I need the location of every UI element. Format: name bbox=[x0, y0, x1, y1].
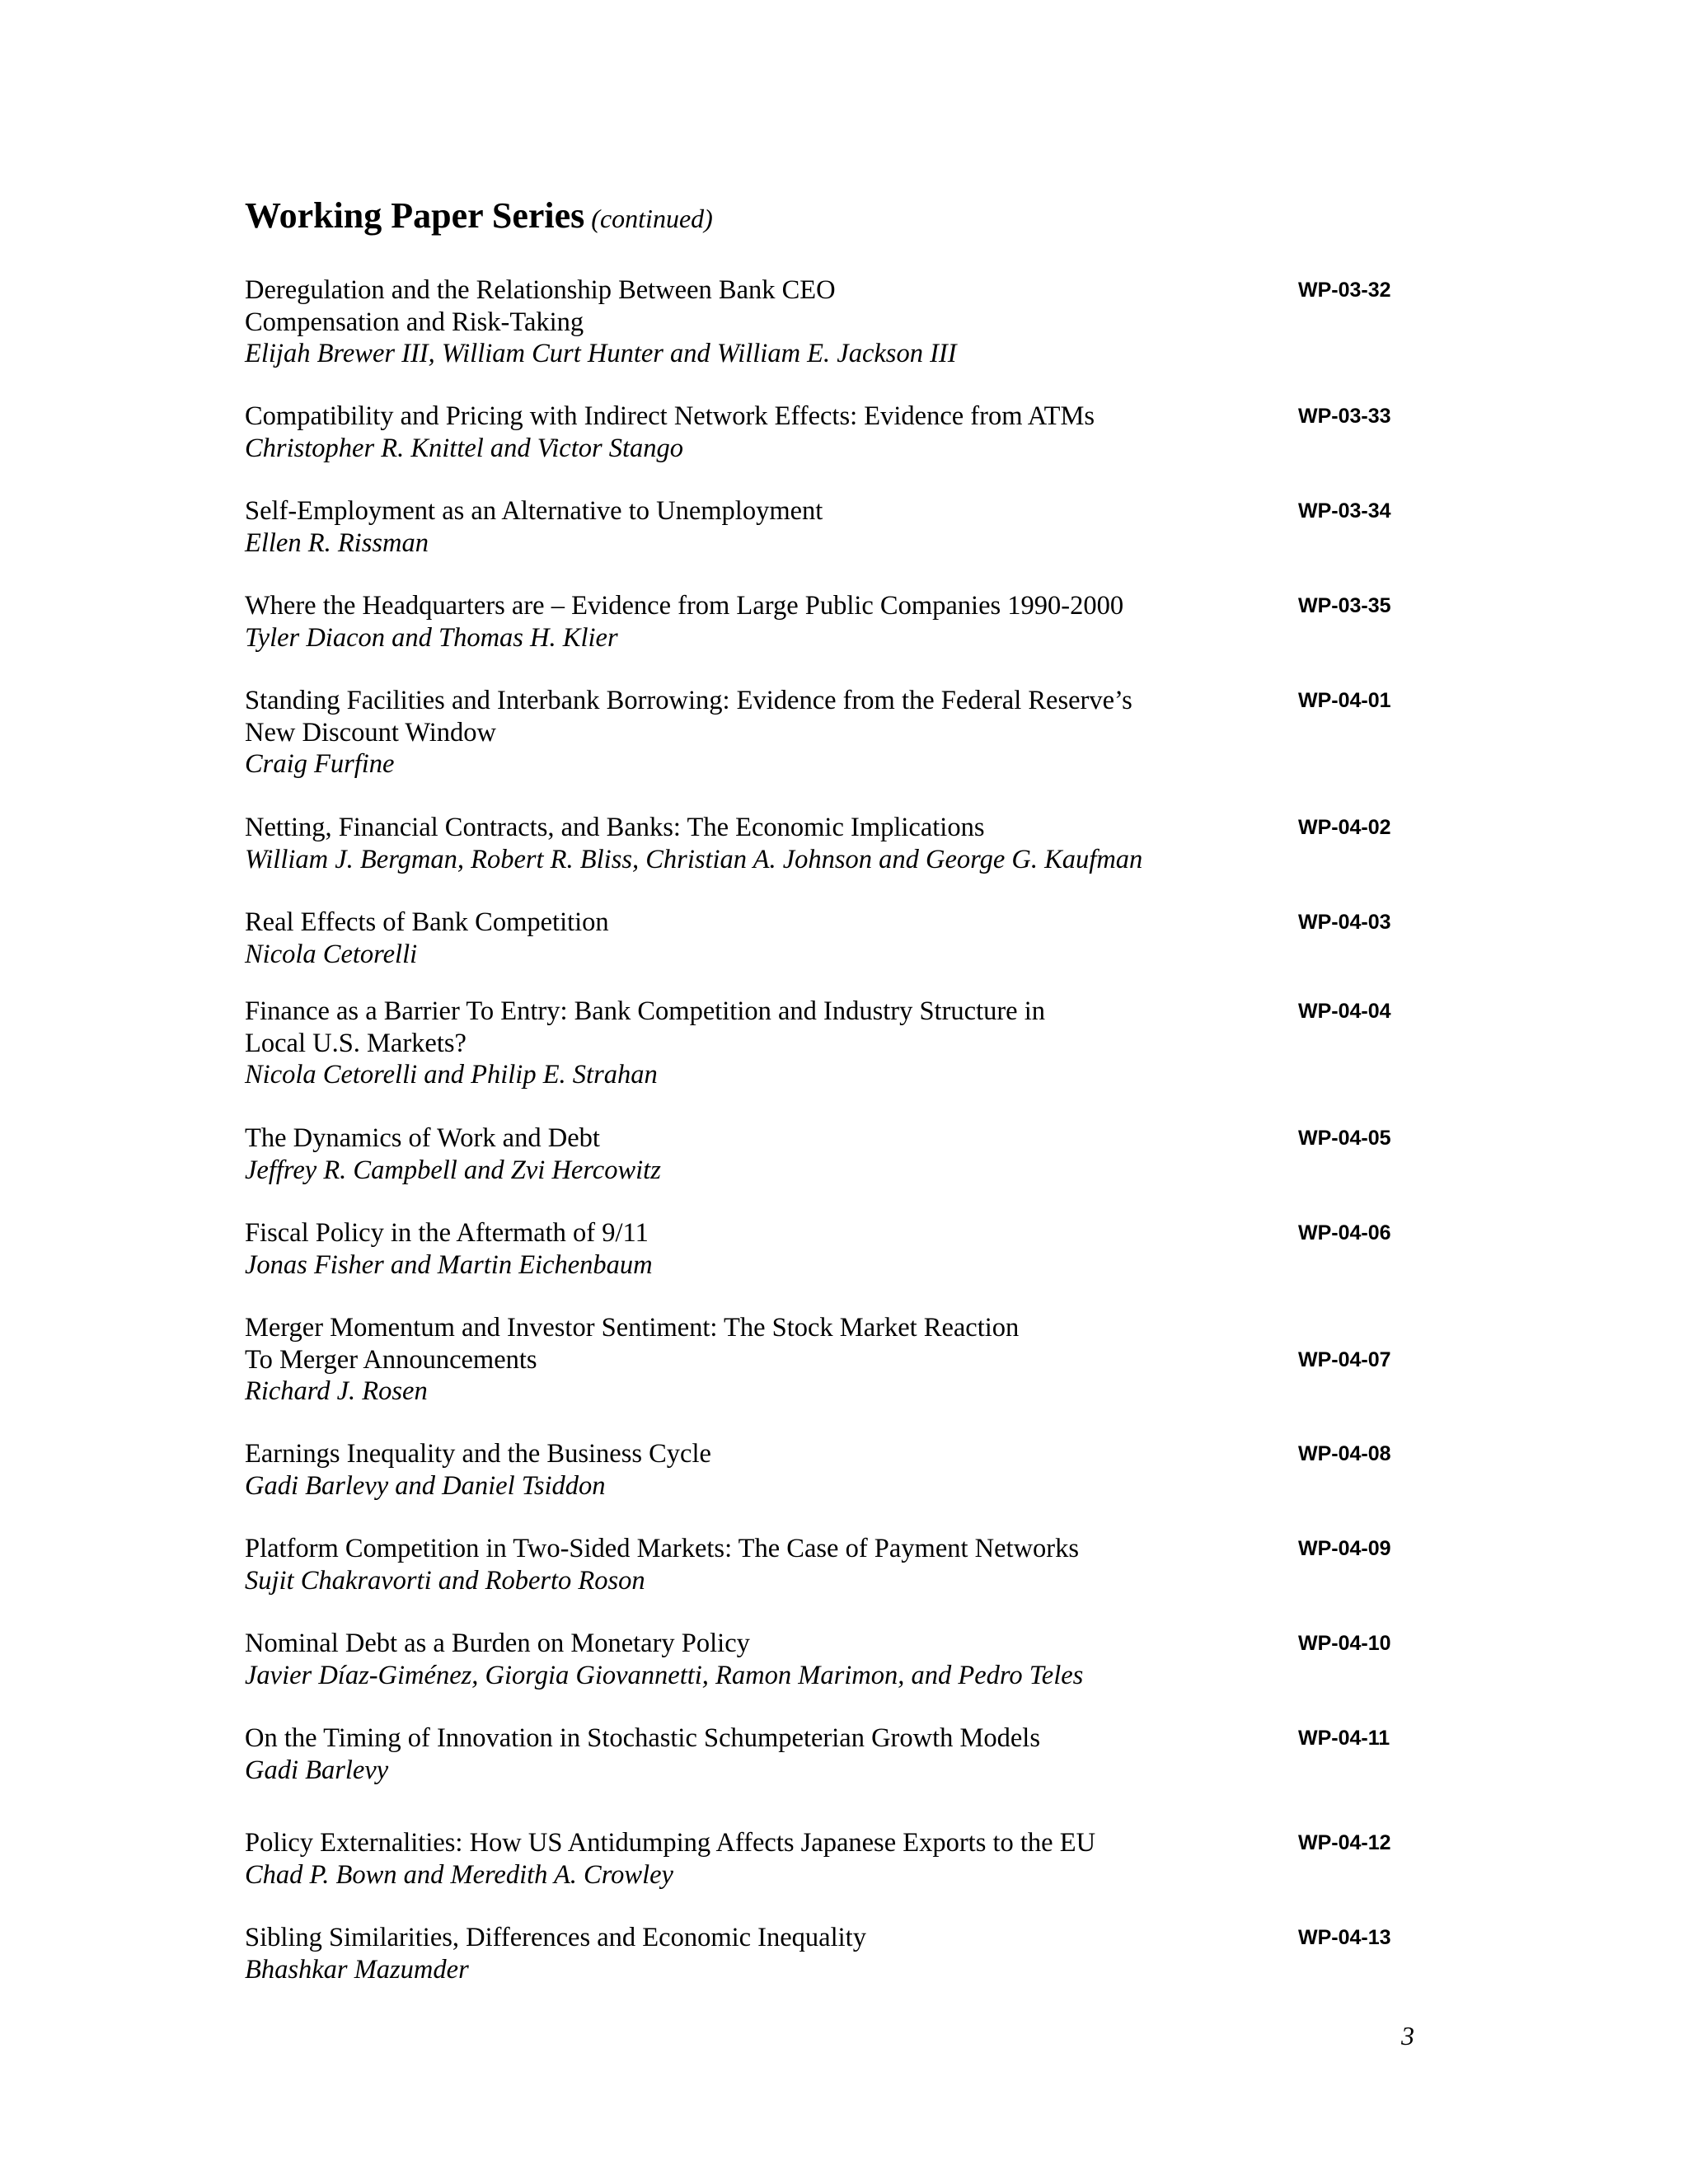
paper-title-line: Compensation and Risk-Taking bbox=[245, 307, 584, 337]
paper-title-line: Real Effects of Bank Competition bbox=[245, 907, 609, 937]
paper-title-line: Sibling Similarities, Differences and Economic Inequality bbox=[245, 1923, 866, 1952]
paper-title-line: Where the Headquarters are – Evidence from Large Public Companies 1990-2000 bbox=[245, 591, 1124, 621]
paper-title-line: Deregulation and the Relationship Between Bank CEO bbox=[245, 275, 836, 305]
paper-title-line: On the Timing of Innovation in Stochastic Schumpeterian Growth Models bbox=[245, 1723, 1040, 1753]
paper-entry-text bbox=[245, 590, 1267, 654]
paper-entry-text bbox=[245, 1438, 1267, 1502]
paper-entry bbox=[245, 812, 1423, 875]
paper-authors: Christopher R. Knittel and Victor Stango bbox=[245, 433, 684, 463]
paper-title-line: The Dynamics of Work and Debt bbox=[245, 1123, 600, 1153]
paper-entry-text bbox=[245, 907, 1267, 970]
paper-authors: Nicola Cetorelli bbox=[245, 939, 418, 969]
paper-code: WP-04-03 bbox=[1298, 911, 1391, 934]
paper-title-line: Fiscal Policy in the Aftermath of 9/11 bbox=[245, 1218, 649, 1248]
paper-code: WP-04-06 bbox=[1298, 1221, 1391, 1244]
paper-entry-text bbox=[245, 1122, 1267, 1186]
paper-entry bbox=[245, 1628, 1423, 1691]
paper-entry-text bbox=[245, 1827, 1267, 1891]
paper-code: WP-04-12 bbox=[1298, 1831, 1391, 1854]
paper-code: WP-03-35 bbox=[1298, 594, 1391, 617]
paper-entry-text bbox=[245, 1628, 1267, 1691]
paper-code: WP-04-09 bbox=[1298, 1537, 1391, 1560]
paper-code: WP-03-34 bbox=[1298, 499, 1391, 523]
paper-title-line: Local U.S. Markets? bbox=[245, 1028, 467, 1058]
paper-authors: Nicola Cetorelli and Philip E. Strahan bbox=[245, 1060, 658, 1090]
paper-entry bbox=[245, 907, 1423, 970]
paper-authors: Jeffrey R. Campbell and Zvi Hercowitz bbox=[245, 1155, 661, 1185]
paper-entry-text bbox=[245, 1922, 1267, 1985]
paper-authors: Chad P. Bown and Meredith A. Crowley bbox=[245, 1859, 673, 1890]
paper-code: WP-04-11 bbox=[1298, 1727, 1390, 1750]
paper-entry-text bbox=[245, 996, 1267, 1091]
paper-title-line: To Merger Announcements bbox=[245, 1344, 537, 1375]
paper-authors: Richard J. Rosen bbox=[245, 1376, 428, 1406]
paper-title-line: Standing Facilities and Interbank Borrowing: Evidence from the Federal Reserve’s bbox=[245, 686, 1132, 715]
paper-authors: Javier Díaz-Giménez, Giorgia Giovannetti, Ramon Marimon, and Pedro Teles bbox=[245, 1660, 1084, 1690]
paper-entry bbox=[245, 1722, 1423, 1786]
paper-code: WP-04-04 bbox=[1298, 1000, 1391, 1023]
paper-entry-text bbox=[245, 1533, 1267, 1596]
paper-authors: Gadi Barlevy and Daniel Tsiddon bbox=[245, 1470, 606, 1501]
paper-entry bbox=[245, 685, 1423, 780]
paper-authors: Ellen R. Rissman bbox=[245, 527, 429, 558]
paper-code: WP-04-13 bbox=[1298, 1926, 1391, 1949]
paper-title-line: Platform Competition in Two-Sided Markets: The Case of Payment Networks bbox=[245, 1534, 1080, 1563]
paper-code: WP-04-10 bbox=[1298, 1632, 1391, 1655]
paper-code: WP-03-33 bbox=[1298, 405, 1391, 428]
paper-entry bbox=[245, 1922, 1423, 1985]
paper-code: WP-04-05 bbox=[1298, 1127, 1391, 1150]
paper-entry bbox=[245, 1312, 1423, 1408]
paper-authors: Elijah Brewer III, William Curt Hunter and William E. Jackson III bbox=[245, 339, 957, 368]
paper-entry bbox=[245, 1438, 1423, 1502]
paper-entry-text bbox=[245, 1217, 1267, 1281]
paper-code: WP-04-02 bbox=[1298, 816, 1391, 839]
paper-code: WP-03-32 bbox=[1298, 279, 1391, 302]
paper-code: WP-04-08 bbox=[1298, 1442, 1391, 1465]
paper-entry bbox=[245, 1217, 1423, 1281]
paper-title-line: Merger Momentum and Investor Sentiment: The Stock Market Reaction bbox=[245, 1313, 1020, 1343]
paper-code: WP-04-01 bbox=[1298, 689, 1391, 712]
paper-authors: Bhashkar Mazumder bbox=[245, 1954, 469, 1985]
paper-entry bbox=[245, 401, 1423, 464]
paper-entry-text bbox=[245, 812, 1267, 875]
paper-title-line: Policy Externalities: How US Antidumping Affects Japanese Exports to the EU bbox=[245, 1828, 1096, 1858]
heading-subtitle: (continued) bbox=[591, 204, 713, 233]
paper-entry-text bbox=[245, 1722, 1267, 1786]
paper-title-line: New Discount Window bbox=[245, 717, 497, 748]
paper-entry bbox=[245, 1533, 1423, 1596]
paper-entry-text bbox=[245, 401, 1267, 464]
paper-title-line: Self-Employment as an Alternative to Unemployment bbox=[245, 496, 823, 526]
paper-entry bbox=[245, 495, 1423, 559]
paper-authors: William J. Bergman, Robert R. Bliss, Christian A. Johnson and George G. Kaufman bbox=[245, 844, 1143, 874]
paper-authors: Tyler Diacon and Thomas H. Klier bbox=[245, 622, 618, 653]
paper-entry-text bbox=[245, 274, 1267, 370]
paper-entry-text bbox=[245, 685, 1267, 780]
paper-entry bbox=[245, 996, 1423, 1091]
paper-title-line: Finance as a Barrier To Entry: Bank Competition and Industry Structure in bbox=[245, 996, 1046, 1026]
paper-title-line: Compatibility and Pricing with Indirect Network Effects: Evidence from ATMs bbox=[245, 401, 1095, 431]
page-heading bbox=[245, 194, 713, 237]
paper-authors: Jonas Fisher and Martin Eichenbaum bbox=[245, 1249, 653, 1280]
paper-entry bbox=[245, 1827, 1423, 1891]
heading-title: Working Paper Series bbox=[245, 195, 585, 236]
paper-title-line: Earnings Inequality and the Business Cycle bbox=[245, 1439, 711, 1469]
paper-entry-text bbox=[245, 495, 1267, 559]
paper-entry bbox=[245, 590, 1423, 654]
paper-authors: Craig Furfine bbox=[245, 749, 395, 779]
page-number: 3 bbox=[1401, 2021, 1414, 2050]
paper-entry bbox=[245, 274, 1423, 370]
paper-entry bbox=[245, 1122, 1423, 1186]
paper-authors: Gadi Barlevy bbox=[245, 1755, 389, 1785]
paper-entry-text bbox=[245, 1312, 1267, 1408]
paper-title-line: Nominal Debt as a Burden on Monetary Policy bbox=[245, 1629, 750, 1658]
paper-title-line: Netting, Financial Contracts, and Banks: The Economic Implications bbox=[245, 813, 985, 842]
paper-code: WP-04-07 bbox=[1298, 1347, 1391, 1371]
paper-authors: Sujit Chakravorti and Roberto Roson bbox=[245, 1565, 645, 1596]
